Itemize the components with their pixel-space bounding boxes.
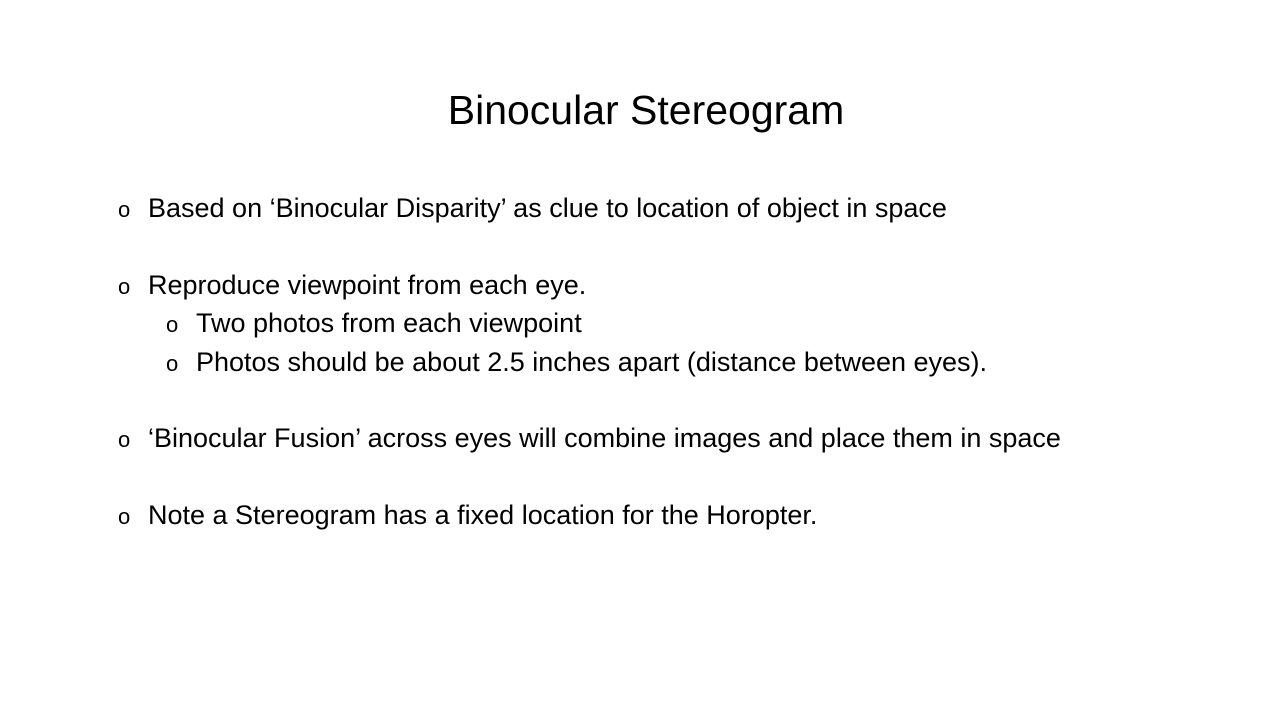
sub-bullet-item: [166, 344, 987, 382]
bullet-text: Two photos from each viewpoint: [196, 308, 582, 338]
bullet-text: Reproduce viewpoint from each eye.: [148, 270, 587, 300]
bullet-marker-icon: o: [118, 197, 131, 222]
bullet-item: [118, 267, 586, 305]
bullet-text: Photos should be about 2.5 inches apart (distance between eyes).: [196, 347, 988, 377]
bullet-item: [118, 420, 1061, 458]
slide-title: Binocular Stereogram: [447, 87, 845, 133]
bullet-marker-icon: o: [118, 427, 131, 452]
sub-bullet-item: [166, 305, 582, 343]
bullet-item: [118, 190, 947, 228]
bullet-marker-icon: o: [166, 351, 179, 376]
bullet-marker-icon: o: [118, 504, 131, 529]
bullet-marker-icon: o: [166, 312, 179, 337]
bullet-text: Based on ‘Binocular Disparity’ as clue to location of object in space: [148, 193, 947, 223]
bullet-marker-icon: o: [118, 274, 131, 299]
bullet-text: ‘Binocular Fusion’ across eyes will combine images and place them in space: [148, 423, 1061, 453]
bullet-item: [118, 497, 817, 535]
bullet-text: Note a Stereogram has a fixed location for the Horopter.: [148, 500, 818, 530]
